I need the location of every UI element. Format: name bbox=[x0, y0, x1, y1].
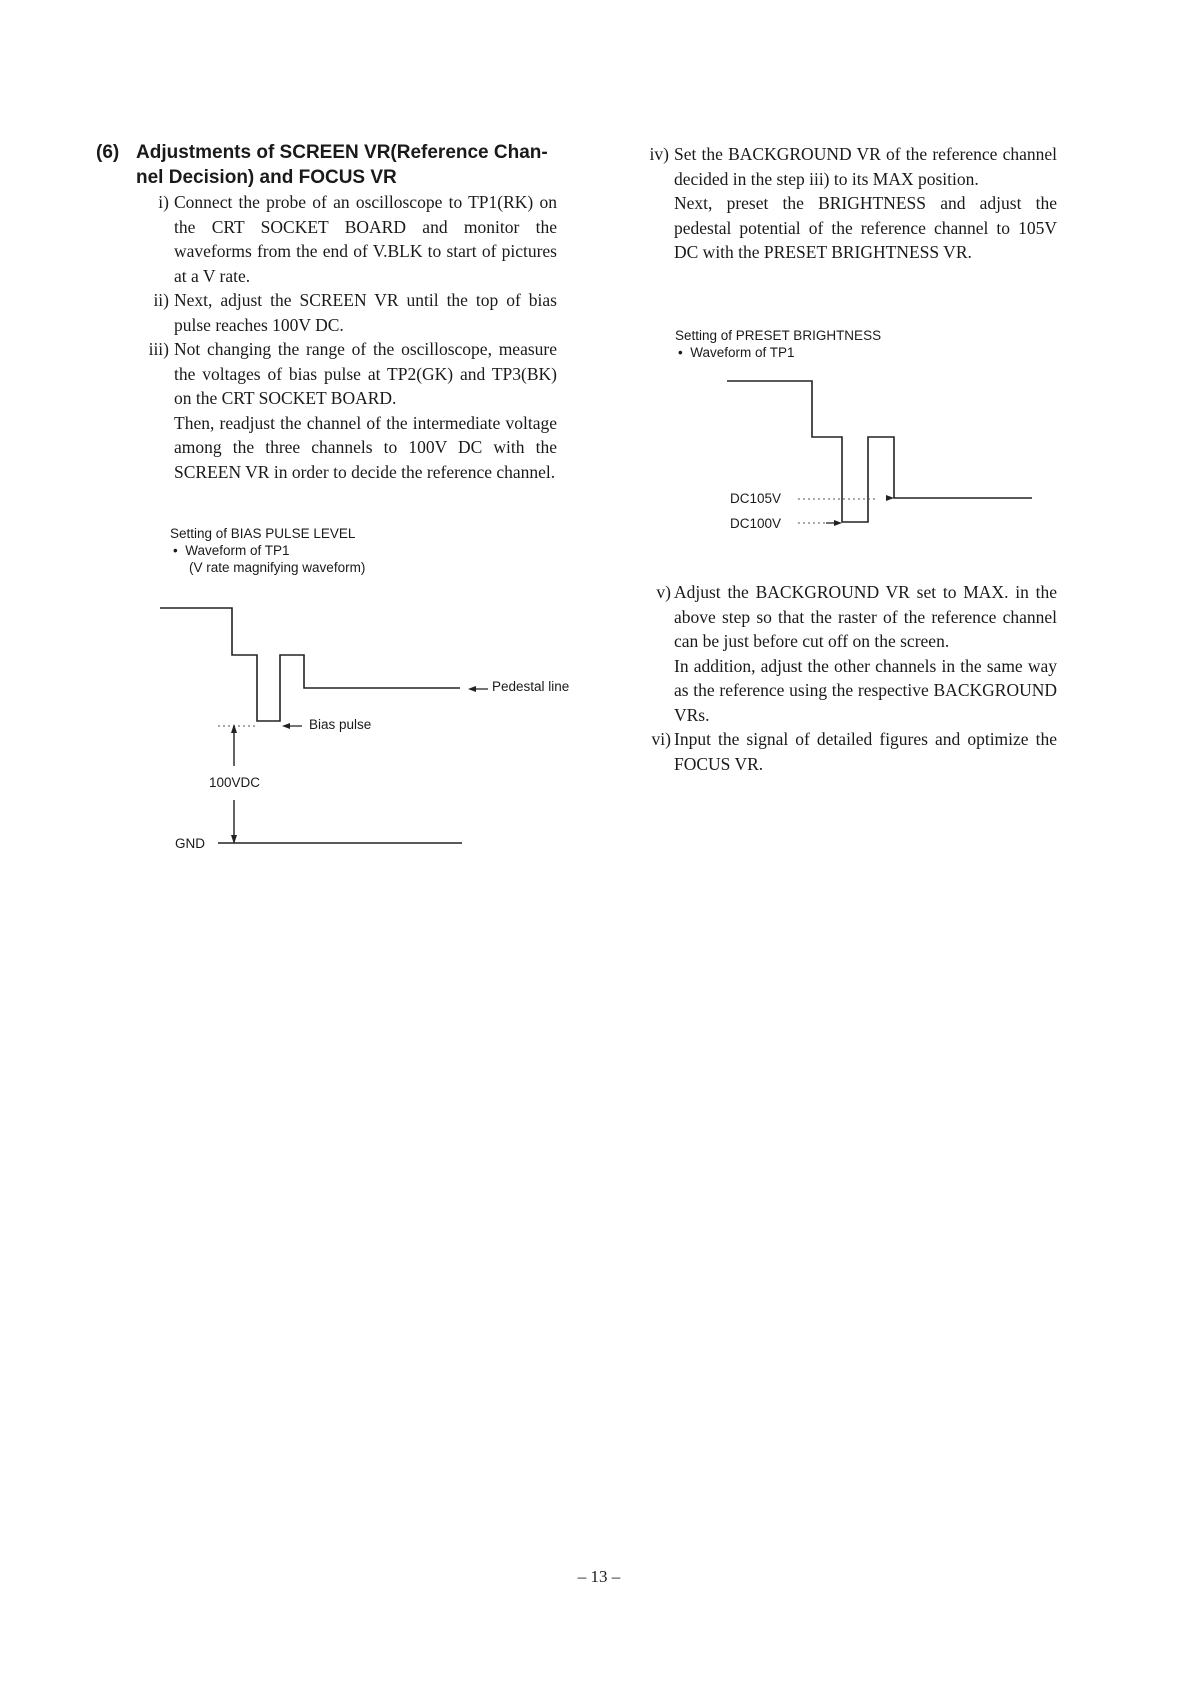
step-2-text: Next, adjust the SCREEN VR until the top of bias pulse reaches 100V DC. bbox=[174, 290, 557, 335]
step-3-label: iii) bbox=[148, 339, 169, 359]
step-4-text: Set the BACKGROUND VR of the reference channel decided in the step iii) to its MAX position. bbox=[674, 144, 1057, 189]
preset-caption-bullet: • bbox=[678, 345, 683, 360]
pedestal-line-label: Pedestal line bbox=[492, 679, 570, 694]
step-4-label: iv) bbox=[649, 144, 669, 164]
bias-caption-note: (V rate magnifying waveform) bbox=[189, 560, 366, 575]
dc105v-label: DC105V bbox=[730, 491, 782, 506]
preset-caption-title: Setting of PRESET BRIGHTNESS bbox=[675, 328, 882, 343]
step-1-label: i) bbox=[158, 192, 169, 212]
step-5-text: Adjust the BACKGROUND VR set to MAX. in the above step so that the raster of the reference channel can be just before cut off on the screen. bbox=[674, 582, 1057, 651]
section-title-line2: nel Decision) and FOCUS VR bbox=[136, 167, 397, 188]
dc100v-label: DC100V bbox=[730, 516, 782, 531]
bias-caption-bullet: • bbox=[173, 543, 178, 558]
dc105-arrow-head bbox=[886, 495, 894, 501]
step-6-label: vi) bbox=[651, 729, 671, 749]
bias-caption-title: Setting of BIAS PULSE LEVEL bbox=[170, 526, 356, 541]
bias-caption-item: Waveform of TP1 bbox=[185, 543, 290, 558]
dc100-arrow-head bbox=[834, 520, 842, 526]
section-title-line1: Adjustments of SCREEN VR(Reference Chan- bbox=[136, 142, 548, 163]
step-6-text: Input the signal of detailed figures and optimize the FOCUS VR. bbox=[674, 729, 1057, 774]
section-number: (6) bbox=[96, 142, 120, 163]
step-5-text-continued: In addition, adjust the other channels in the same way as the reference using the respective BACKGROUND VRs. bbox=[674, 655, 1057, 725]
voltage-100vdc-label: 100VDC bbox=[209, 775, 261, 790]
step-4-text-continued: Next, preset the BRIGHTNESS and adjust the pedestal potential of the reference channel to 105V DC with the PRESET BRIGHTNESS VR. bbox=[674, 193, 1057, 262]
page-number: – 13 – bbox=[577, 1567, 621, 1586]
step-1-text: Connect the probe of an oscilloscope to TP1(RK) on the CRT SOCKET BOARD and monitor the waveforms from the end of V.BLK to start of pictures at a V rate. bbox=[174, 192, 557, 286]
gnd-label: GND bbox=[175, 836, 205, 851]
step-2-label: ii) bbox=[153, 290, 169, 310]
step-5-label: v) bbox=[656, 582, 671, 602]
preset-caption-item: Waveform of TP1 bbox=[690, 345, 795, 360]
step-6 bbox=[651, 727, 1057, 776]
step-3-text-continued: Then, readjust the channel of the intermediate voltage among the three channels to 100V DC with the SCREEN VR in order to decide the reference channel. bbox=[174, 412, 557, 482]
bias-pulse-label: Bias pulse bbox=[309, 717, 372, 732]
step-5 bbox=[656, 580, 1057, 727]
step-3-text: Not changing the range of the oscilloscope, measure the voltages of bias pulse at TP2(GK) and TP3(BK) on the CRT SOCKET BOARD. bbox=[174, 339, 557, 408]
